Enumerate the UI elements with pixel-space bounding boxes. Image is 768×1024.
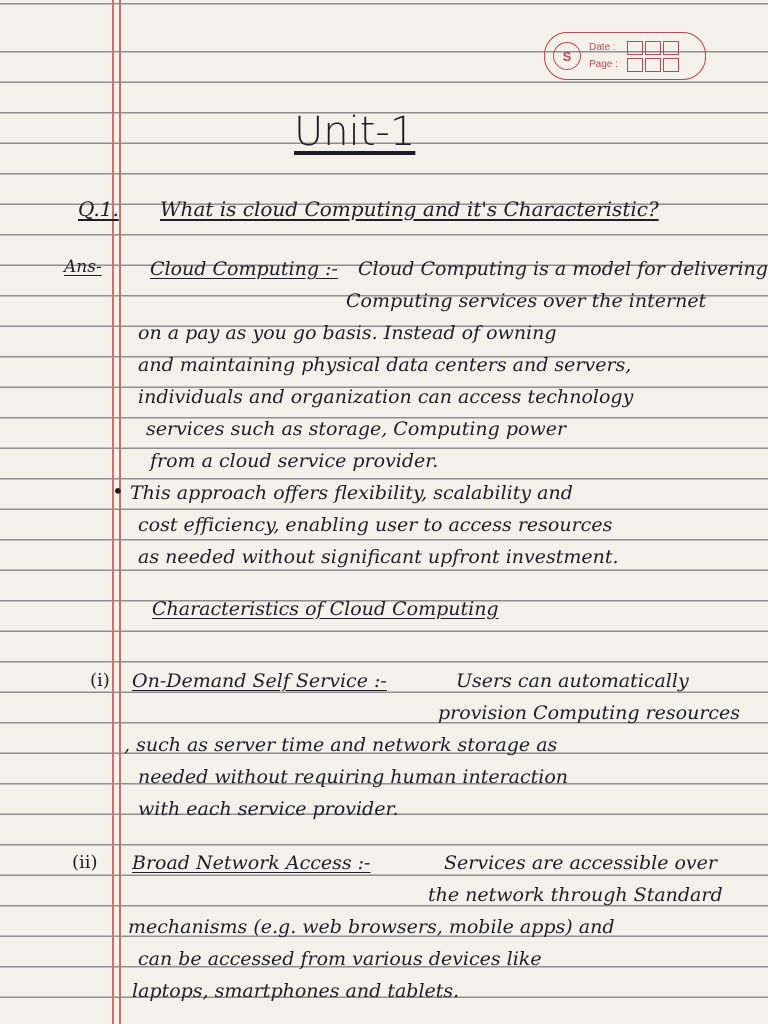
answer-line: on a pay as you go basis. Instead of owning <box>138 322 557 344</box>
item-number: (ii) <box>72 852 98 873</box>
item-line: provision Computing resources <box>438 702 741 724</box>
item-line: mechanisms (e.g. web browsers, mobile apps) and <box>128 916 615 938</box>
answer-line: services such as storage, Computing power <box>146 418 567 440</box>
answer-line: from a cloud service provider. <box>150 450 439 472</box>
margin-line <box>119 0 121 1024</box>
item-line: , such as server time and network storage as <box>124 734 558 756</box>
item-number: (i) <box>90 670 110 691</box>
item-line: Users can automatically <box>456 670 689 692</box>
bullet-line: as needed without significant upfront investment. <box>138 546 619 568</box>
answer-line: individuals and organization can access technology <box>138 386 634 408</box>
item-label: Broad Network Access :- <box>132 852 371 874</box>
item-line: needed without requiring human interaction <box>138 766 569 788</box>
stamp-logo: S <box>553 42 581 70</box>
item-line: with each service provider. <box>138 798 399 820</box>
answer-line: Computing services over the internet <box>346 290 707 312</box>
answer-label: Ans- <box>64 257 102 277</box>
definition-label: Cloud Computing :- <box>150 258 338 280</box>
item-line: the network through Standard <box>428 884 723 906</box>
page-title: Unit-1 <box>294 109 416 155</box>
date-label: Date : <box>589 42 616 53</box>
item-line: Services are accessible over <box>444 852 717 874</box>
date-page-stamp <box>544 32 706 80</box>
bullet-marker: • <box>112 479 124 503</box>
page-label: Page : <box>589 59 618 70</box>
section-heading: Characteristics of Cloud Computing <box>152 598 499 620</box>
item-line: laptops, smartphones and tablets. <box>132 980 460 1002</box>
answer-line: and maintaining physical data centers and servers, <box>138 354 632 376</box>
answer-line: Cloud Computing is a model for delivering <box>358 258 768 280</box>
bullet-line: cost efficiency, enabling user to access resources <box>138 514 613 536</box>
margin-line <box>112 0 114 1024</box>
question-text: What is cloud Computing and it's Characteristic? <box>160 197 659 221</box>
item-line: can be accessed from various devices like <box>138 948 542 970</box>
bullet-line: This approach offers flexibility, scalability and <box>130 482 573 504</box>
item-label: On-Demand Self Service :- <box>132 670 387 692</box>
question-label: Q.1. <box>78 197 119 221</box>
